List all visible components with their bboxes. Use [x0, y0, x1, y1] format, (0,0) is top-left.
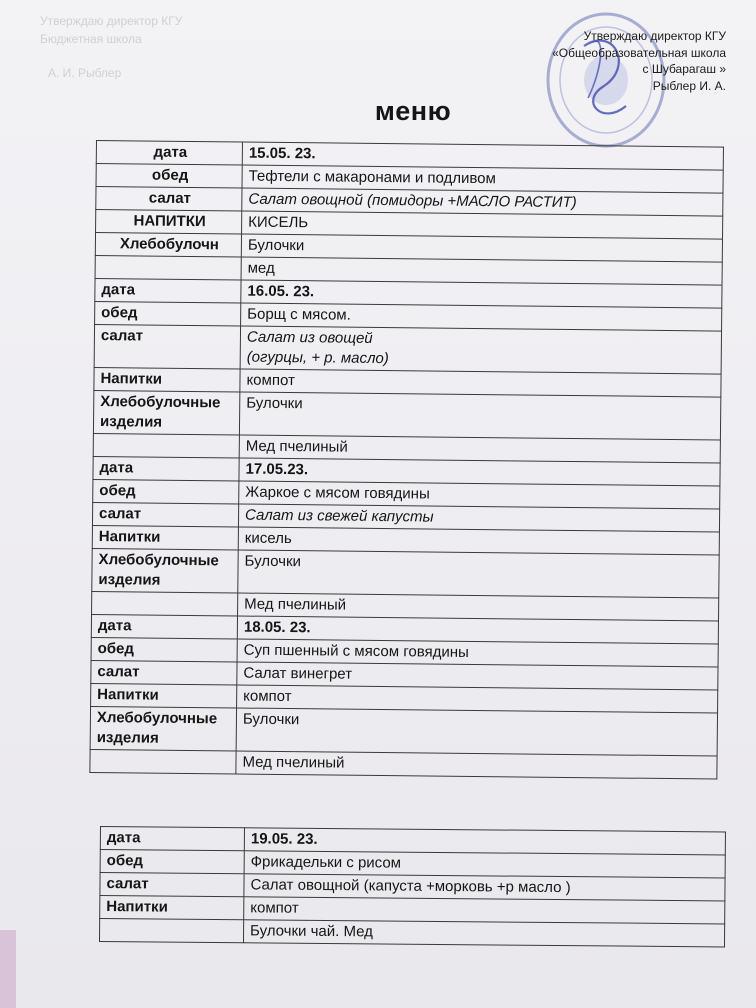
row-value: Борщ с мясом. [241, 303, 722, 331]
row-value: Булочки [239, 392, 720, 440]
row-value-line: (огурцы, + р. масло) [246, 348, 389, 368]
row-value: кисель [238, 527, 719, 555]
date-label: дата [96, 141, 242, 166]
row-value: Булочки чай. Мед [243, 920, 724, 947]
row-label [93, 433, 239, 458]
row-label-line: изделия [99, 413, 163, 431]
approval-line: с Шубарагаш » [642, 62, 726, 76]
row-label [92, 591, 238, 616]
row-label: Хлебобулочн [95, 233, 241, 258]
row-label: обед [91, 637, 237, 662]
row-label: салат [94, 324, 240, 369]
row-value [240, 326, 721, 374]
row-value: компот [244, 897, 725, 924]
approval-block [552, 28, 726, 94]
row-label: обед [95, 301, 241, 326]
row-label: Напитки [100, 896, 244, 920]
row-label: обед [96, 164, 242, 189]
bleed-through-text: Утверждаю директор КГУ [40, 14, 183, 28]
table-row [93, 390, 720, 440]
row-value: Булочки [236, 708, 717, 756]
background-edge [0, 930, 16, 1008]
row-value: КИСЕЛЬ [242, 211, 723, 239]
table-row [94, 324, 721, 374]
row-label-line: Хлебобулочные [100, 393, 221, 412]
date-value: 16.05. 23. [241, 280, 722, 308]
row-value: мед [241, 257, 722, 285]
date-label: дата [100, 827, 244, 851]
row-value: Суп пшенный с мясом говядины [237, 639, 718, 667]
table-row [90, 706, 717, 756]
row-label: салат [91, 660, 237, 685]
bleed-through-text: Бюджетная школа [40, 32, 142, 46]
bleed-through-text: А. И. Рыблер [48, 66, 122, 80]
row-label: обед [93, 479, 239, 504]
row-label: НАПИТКИ [96, 210, 242, 235]
row-value: Мед пчелиный [236, 751, 717, 779]
date-value: 17.05.23. [239, 458, 720, 486]
row-label: Напитки [91, 683, 237, 708]
row-label: салат [96, 187, 242, 212]
row-value: Салат овощной (капуста +морковь +р масло ) [244, 874, 725, 901]
row-label [99, 919, 243, 943]
row-value: Салат винегрет [237, 662, 718, 690]
row-label: Напитки [92, 525, 238, 550]
row-value: Фрикадельки с рисом [244, 851, 725, 878]
row-label-line: изделия [96, 729, 159, 747]
date-value: 18.05. 23. [237, 616, 718, 644]
row-value: Салат овощной (помидоры +МАСЛО РАСТИТ) [242, 188, 723, 216]
row-value: Булочки [238, 550, 719, 598]
row-label [90, 749, 236, 774]
date-value: 15.05. 23. [242, 142, 723, 170]
row-value: Жаркое с мясом говядины [239, 481, 720, 509]
menu-table-second [99, 826, 726, 947]
approval-line: Рыблер И. А. [652, 78, 726, 93]
row-label [95, 255, 241, 280]
approval-line: Утверждаю директор КГУ [583, 29, 726, 43]
row-label [90, 706, 236, 751]
row-label: Напитки [94, 367, 240, 392]
row-label-line: Хлебобулочные [96, 709, 218, 728]
date-label: дата [95, 278, 241, 303]
row-value: Булочки [241, 234, 722, 262]
row-label: салат [100, 873, 244, 897]
row-value: Салат из свежей капусты [238, 504, 719, 532]
row-label [92, 548, 238, 593]
row-value: компот [240, 369, 721, 397]
row-value: Мед пчелиный [238, 593, 719, 621]
page-title: меню [374, 96, 452, 126]
row-value-line: Салат из овощей [246, 328, 373, 347]
row-label [93, 390, 239, 435]
row-label-line: Хлебобулочные [98, 551, 219, 570]
menu-table-main [89, 140, 724, 780]
approval-line: «Общеобразовательная школа [552, 45, 726, 60]
row-value: Мед пчелиный [239, 435, 720, 463]
row-label: обед [100, 850, 244, 874]
date-label: дата [91, 614, 237, 639]
table-row [99, 919, 724, 947]
row-value: компот [237, 685, 718, 713]
table-row [92, 548, 719, 598]
row-value: Тефтели с макаронами и подливом [242, 165, 723, 193]
date-value: 19.05. 23. [244, 828, 725, 855]
date-label: дата [93, 456, 239, 481]
row-label: салат [92, 502, 238, 527]
row-label-line: изделия [98, 571, 161, 589]
